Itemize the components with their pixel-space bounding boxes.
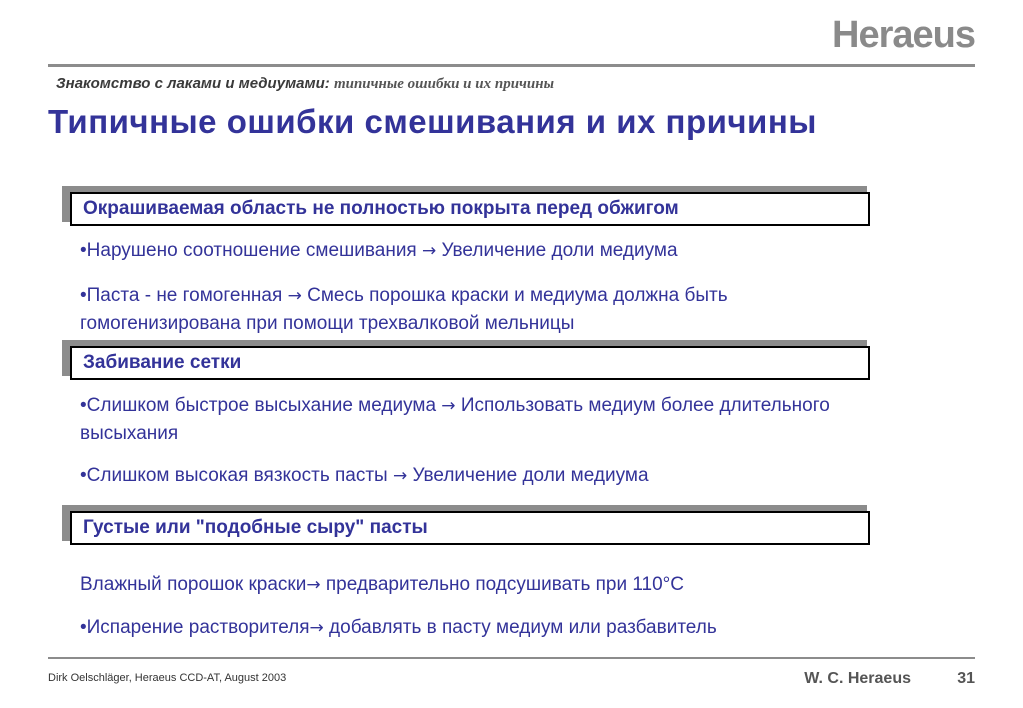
item-remedy: Смесь порошка краски и медиума должна быть гомогенизирована при помощи трехвалковой мельницы xyxy=(80,285,728,334)
list-item xyxy=(80,462,880,490)
arrow-right-icon: → xyxy=(393,466,408,486)
item-cause: •Слишком высокая вязкость пасты xyxy=(80,465,388,486)
item-remedy: Увеличение доли медиума xyxy=(412,465,649,486)
header-divider xyxy=(48,64,975,67)
list-item xyxy=(80,392,880,448)
breadcrumb-subtopic: типичные ошибки и их причины xyxy=(333,76,554,92)
section-heading: Окрашиваемая область не полностью покрыта перед обжигом xyxy=(70,192,870,226)
item-remedy: Увеличение доли медиума xyxy=(441,240,678,261)
section-heading-box xyxy=(62,186,872,222)
footer-company: W. C. Heraeus xyxy=(804,670,911,687)
item-cause: Влажный порошок краски xyxy=(80,574,307,595)
list-item xyxy=(80,614,880,642)
section-heading-box xyxy=(62,505,872,541)
item-cause: •Паста - не гомогенная xyxy=(80,285,283,306)
section-heading-box xyxy=(62,340,872,376)
item-remedy: Использовать медиум более длительного высыхания xyxy=(80,395,830,444)
section-heading: Густые или "подобные сыру" пасты xyxy=(70,511,870,545)
item-cause: •Слишком быстрое высыхание медиума xyxy=(80,395,437,416)
list-item xyxy=(80,282,880,338)
page-title: Типичные ошибки смешивания и их причины xyxy=(48,103,817,140)
heraeus-logo: Heraeus xyxy=(832,14,975,56)
breadcrumb xyxy=(56,75,554,93)
arrow-right-icon: → xyxy=(422,241,437,261)
page-number: 31 xyxy=(957,670,975,687)
item-remedy: предварительно подсушивать при 110°С xyxy=(325,574,684,595)
item-cause: •Нарушено соотношение смешивания xyxy=(80,240,417,261)
arrow-right-icon: → xyxy=(306,575,321,595)
arrow-right-icon: → xyxy=(441,396,456,416)
item-cause: •Испарение растворителя xyxy=(80,617,310,638)
footer-divider xyxy=(48,657,975,659)
breadcrumb-topic: Знакомство с лаками и медиумами: xyxy=(56,75,330,92)
arrow-right-icon: → xyxy=(309,618,324,638)
list-item xyxy=(80,237,880,265)
footer-author: Dirk Oelschläger, Heraeus CCD-AT, August 2003 xyxy=(48,672,287,684)
item-remedy: добавлять в пасту медиум или разбавитель xyxy=(329,617,717,638)
section-heading: Забивание сетки xyxy=(70,346,870,380)
arrow-right-icon: → xyxy=(287,286,302,306)
list-item xyxy=(80,571,880,599)
